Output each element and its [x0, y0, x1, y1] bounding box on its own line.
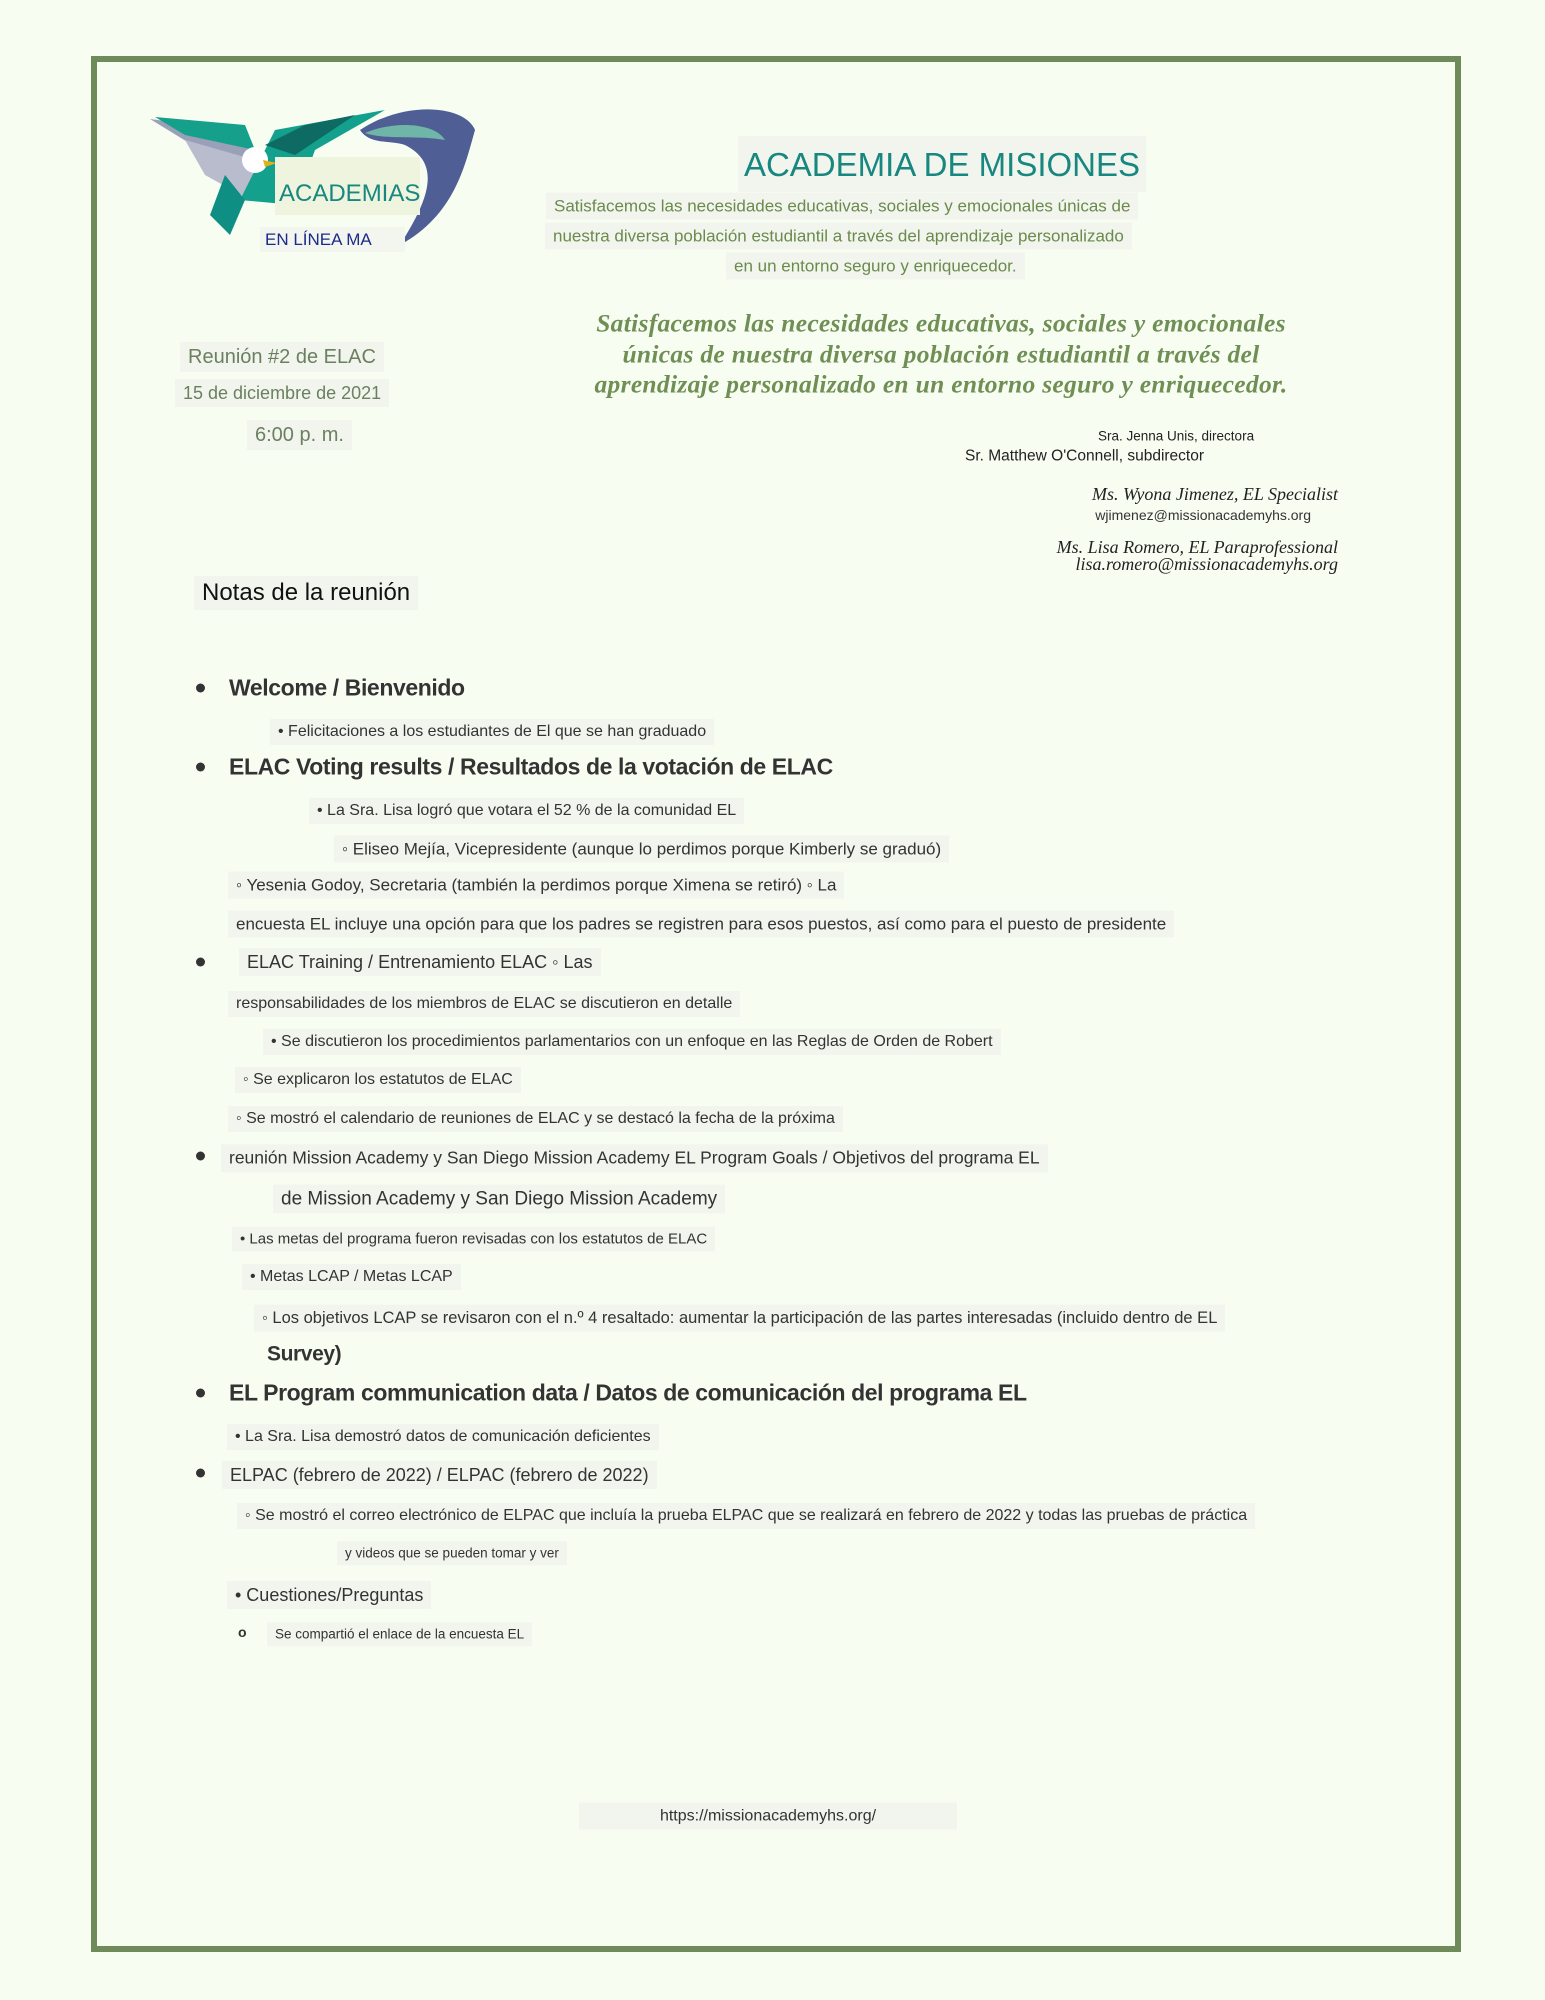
note-line: ◦ Se explicaron los estatutos de ELAC — [235, 1067, 521, 1093]
section-questions: • Cuestiones/Preguntas — [227, 1581, 431, 1609]
mascot-logo-icon — [145, 105, 500, 260]
tagline-line: en un entorno seguro y enriquecedor. — [726, 253, 1025, 280]
circle-bullet-icon: o — [238, 1624, 247, 1640]
note-line: • Metas LCAP / Metas LCAP — [242, 1264, 461, 1290]
note-line: • La Sra. Lisa logró que votara el 52 % de la comunidad EL — [309, 798, 744, 824]
notes-heading: Notas de la reunión — [194, 576, 418, 610]
section-training: ELAC Training / Entrenamiento ELAC ◦ Las — [239, 948, 601, 976]
principal-name: Sra. Jenna Unis, directora — [1098, 428, 1255, 444]
bullet-icon — [196, 1389, 205, 1398]
note-line: Se compartió el enlace de la encuesta EL — [267, 1622, 532, 1646]
section-goals: reunión Mission Academy y San Diego Mission Academy EL Program Goals / Objetivos del programa EL — [221, 1144, 1048, 1172]
bullet-icon — [196, 763, 205, 772]
mission-line: aprendizaje personalizado en un entorno seguro y enriquecedor. — [594, 369, 1288, 399]
tagline-line: nuestra diversa población estudiantil a través del aprendizaje personalizado — [545, 223, 1132, 250]
specialist-name: Ms. Wyona Jimenez, EL Specialist — [1092, 484, 1338, 504]
para-name: Ms. Lisa Romero, EL Paraprofessional — [1056, 537, 1338, 557]
note-line: • Felicitaciones a los estudiantes de El que se han graduado — [270, 719, 714, 745]
specialist-email: wjimenez@missionacademyhs.org — [1095, 507, 1311, 523]
note-line: y videos que se pueden tomar y ver — [337, 1541, 567, 1565]
section-voting: ELAC Voting results / Resultados de la votación de ELAC — [229, 753, 833, 780]
bullet-icon — [196, 684, 205, 693]
mission-line: únicas de nuestra diversa población estudiantil a través del — [622, 339, 1260, 369]
note-line: ◦ Yesenia Godoy, Secretaria (también la perdimos porque Ximena se retiró) ◦ La — [228, 872, 844, 899]
note-line: • Las metas del programa fueron revisadas con los estatutos de ELAC — [232, 1227, 715, 1252]
footer-url-link[interactable]: https://missionacademyhs.org/ — [579, 1803, 957, 1830]
note-line: encuesta EL incluye una opción para que los padres se registren para esos puestos, así como para el puesto de presidente — [228, 911, 1174, 938]
note-line: • La Sra. Lisa demostró datos de comunicación deficientes — [227, 1424, 659, 1450]
meeting-time: 6:00 p. m. — [247, 420, 352, 450]
logo-label: ACADEMIAS — [279, 180, 421, 207]
vice-principal-name: Sr. Matthew O'Connell, subdirector — [965, 447, 1205, 465]
section-welcome: Welcome / Bienvenido — [229, 674, 465, 701]
section-elpac: ELPAC (febrero de 2022) / ELPAC (febrero de 2022) — [222, 1461, 657, 1489]
bullet-icon — [196, 1469, 205, 1478]
note-line: • Se discutieron los procedimientos parlamentarios con un enfoque en las Reglas de Orden de Robert — [263, 1029, 1001, 1055]
section-communication: EL Program communication data / Datos de comunicación del programa EL — [229, 1379, 1027, 1406]
tagline-line: Satisfacemos las necesidades educativas, sociales y emocionales únicas de — [546, 193, 1138, 220]
note-line: responsabilidades de los miembros de ELAC se discutieron en detalle — [228, 991, 740, 1017]
mission-line: Satisfacemos las necesidades educativas, sociales y emocionales — [596, 308, 1286, 338]
bullet-icon — [196, 1152, 205, 1161]
note-line: de Mission Academy y San Diego Mission Academy — [273, 1185, 725, 1214]
note-line: Survey) — [267, 1342, 342, 1366]
bullet-icon — [196, 958, 205, 967]
page-title: ACADEMIA DE MISIONES — [738, 136, 1146, 192]
note-line: ◦ Eliseo Mejía, Vicepresidente (aunque lo perdimos porque Kimberly se graduó) — [334, 836, 949, 863]
para-email: lisa.romero@missionacademyhs.org — [1075, 554, 1338, 574]
note-line: ◦ Se mostró el correo electrónico de ELPAC que incluía la prueba ELPAC que se realizará en febrero de 2022 y todas las pruebas de práctica — [237, 1503, 1255, 1529]
note-line: ◦ Los objetivos LCAP se revisaron con el n.º 4 resaltado: aumentar la participación de las partes interesadas (incluido dentro de EL — [254, 1305, 1225, 1332]
logo-sublabel: EN LÍNEA MA — [265, 230, 372, 249]
meeting-name: Reunión #2 de ELAC — [180, 342, 384, 372]
meeting-date: 15 de diciembre de 2021 — [175, 379, 389, 407]
note-line: ◦ Se mostró el calendario de reuniones de ELAC y se destacó la fecha de la próxima — [228, 1106, 843, 1132]
